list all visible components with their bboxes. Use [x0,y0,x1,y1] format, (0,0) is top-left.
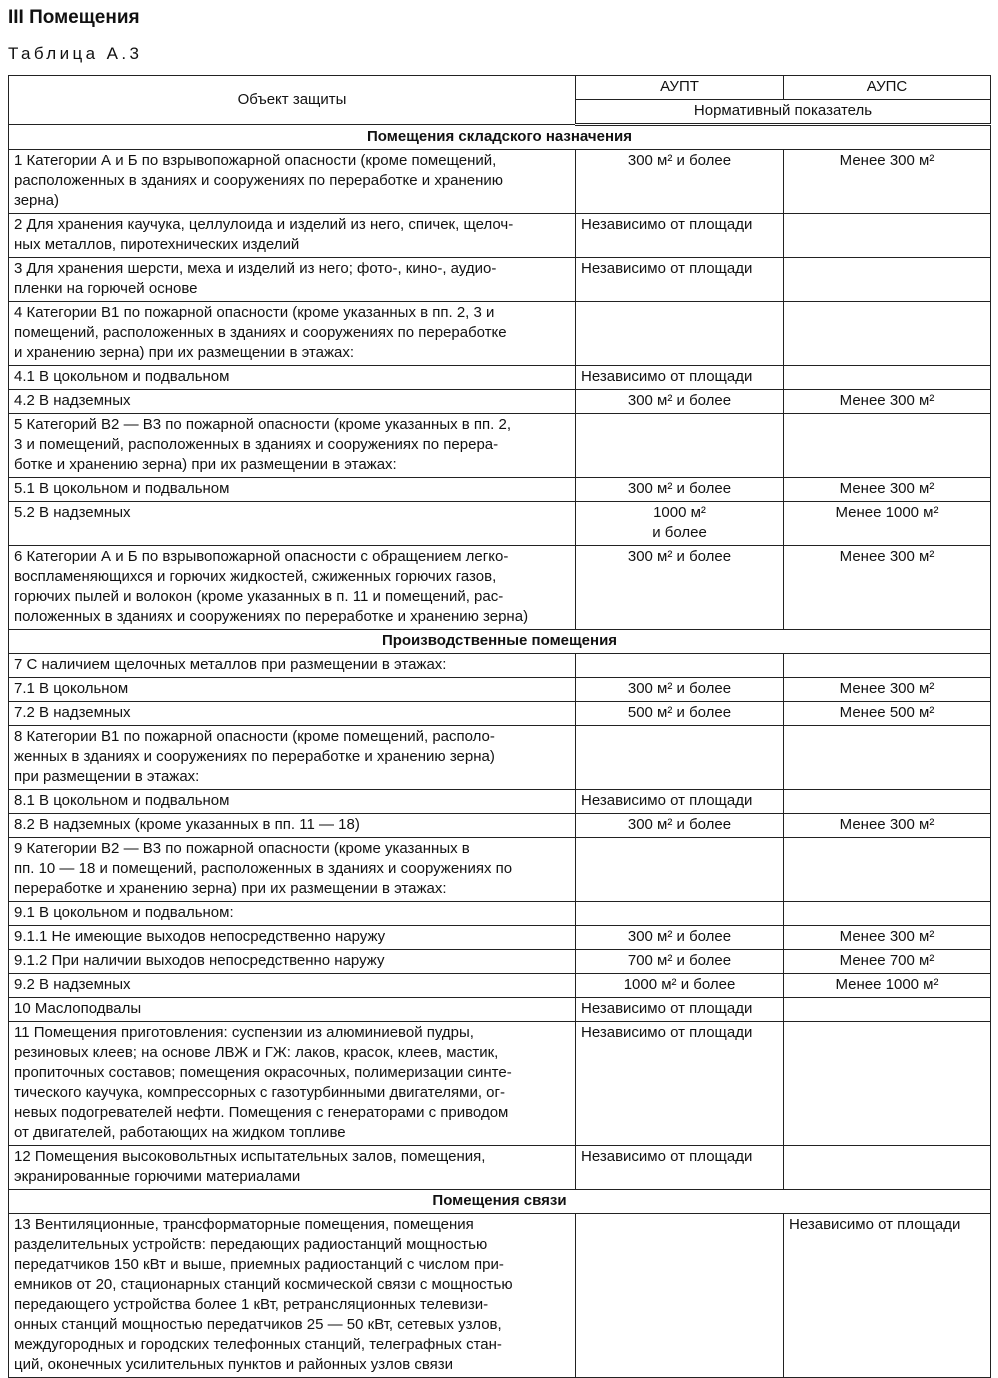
object-cell: 5 Категорий В2 — В3 по пожарной опасности (кроме указанных в пп. 2, 3 и помещений, расположенных в зданиях и сооружениях по перера- ботке и хранению зерна) при их размещении в этажах: [9,414,576,478]
aupt-cell: 300 м² и более [576,926,784,950]
aups-cell [784,414,991,478]
aups-cell: Независимо от площади [784,1214,991,1378]
aupt-cell: 1000 м² и более [576,502,784,546]
table-row [9,390,991,414]
aups-cell: Менее 300 м² [784,926,991,950]
aups-cell: Менее 300 м² [784,390,991,414]
object-cell: 3 Для хранения шерсти, меха и изделий из него; фото-, кино-, аудио- пленки на горючей основе [9,258,576,302]
table-row [9,150,991,214]
aupt-cell: 500 м² и более [576,702,784,726]
section-title: Помещения складского назначения [9,125,991,150]
section-title: Производственные помещения [9,630,991,654]
aupt-cell: Независимо от площади [576,214,784,258]
aupt-cell [576,902,784,926]
aupt-cell [576,1214,784,1378]
table-row [9,414,991,478]
table-row [9,974,991,998]
aups-cell [784,302,991,366]
header-aups: АУПС [784,76,991,100]
aups-cell: Менее 1000 м² [784,502,991,546]
object-cell: 10 Маслоподвалы [9,998,576,1022]
aupt-cell: Независимо от площади [576,998,784,1022]
table-row [9,678,991,702]
object-cell: 9 Категории В2 — В3 по пожарной опасности (кроме указанных в пп. 10 — 18 и помещений, расположенных в зданиях и сооружениях по переработке и хранению зерна) при их размещении в этажах: [9,838,576,902]
object-cell: 4.1 В цокольном и подвальном [9,366,576,390]
table-row [9,654,991,678]
section-row [9,630,991,654]
table-row [9,1146,991,1190]
aupt-cell: Независимо от площади [576,1146,784,1190]
object-cell: 1 Категории А и Б по взрывопожарной опасности (кроме помещений, расположенных в зданиях и сооружениях по переработке и хранению зерна) [9,150,576,214]
table-header-row [9,76,991,100]
aupt-cell: 300 м² и более [576,814,784,838]
object-cell: 8 Категории В1 по пожарной опасности (кроме помещений, располо- женных в зданиях и сооружениях по переработке и хранению зерна) при размещении в этажах: [9,726,576,790]
aups-cell: Менее 300 м² [784,546,991,630]
aups-cell: Менее 300 м² [784,478,991,502]
object-cell: 5.1 В цокольном и подвальном [9,478,576,502]
aups-cell [784,726,991,790]
aups-cell [784,258,991,302]
table-row [9,502,991,546]
table-row [9,546,991,630]
table-row [9,258,991,302]
aupt-cell: 300 м² и более [576,678,784,702]
aups-cell [784,1022,991,1146]
aupt-cell: 700 м² и более [576,950,784,974]
object-cell: 13 Вентиляционные, трансформаторные помещения, помещения разделительных устройств: передающих радиостанций мощностью передатчиков 150 кВт и выше, приемных радиостанций с числом при- емников от 20, стационарных станций космической связи с мощностью передающего устройства более 1 кВт, ретрансляционных телевизи- онных станций мощностью передатчиков 25 — 50 кВт, сетевых узлов, междугородных и городских телефонных станций, телеграфных стан- ций, оконечных усилительных пунктов и районных узлов связи [9,1214,576,1378]
aupt-cell [576,414,784,478]
aupt-cell: Независимо от площади [576,366,784,390]
table-row [9,1022,991,1146]
object-cell: 8.1 В цокольном и подвальном [9,790,576,814]
section-row [9,125,991,150]
object-cell: 5.2 В надземных [9,502,576,546]
object-cell: 4.2 В надземных [9,390,576,414]
aups-cell [784,790,991,814]
header-aupt: АУПТ [576,76,784,100]
header-object: Объект защиты [9,76,576,125]
table-row [9,790,991,814]
object-cell: 9.2 В надземных [9,974,576,998]
table-row [9,950,991,974]
table-row [9,302,991,366]
aupt-cell [576,838,784,902]
aups-cell [784,1146,991,1190]
aups-cell: Менее 300 м² [784,150,991,214]
table-row [9,1214,991,1378]
header-normative: Нормативный показатель [576,100,991,125]
table-row [9,726,991,790]
table-row [9,838,991,902]
object-cell: 6 Категории А и Б по взрывопожарной опасности с обращением легко- воспламеняющихся и горючих жидкостей, сжиженных горючих газов, горючих пылей и волокон (кроме указанных в п. 11 и помещений, рас- положенных в зданиях и сооружениях по переработке и хранению зерна) [9,546,576,630]
table-row [9,366,991,390]
aups-cell: Менее 500 м² [784,702,991,726]
aups-cell [784,366,991,390]
object-cell: 2 Для хранения каучука, целлулоида и изделий из него, спичек, щелоч- ных металлов, пиротехнических изделий [9,214,576,258]
table-row [9,902,991,926]
aupt-cell: Независимо от площади [576,790,784,814]
aups-cell [784,214,991,258]
section-heading: III Помещения [8,7,140,28]
object-cell: 7.1 В цокольном [9,678,576,702]
object-cell: 8.2 В надземных (кроме указанных в пп. 11 — 18) [9,814,576,838]
aupt-cell: Независимо от площади [576,258,784,302]
table-row [9,702,991,726]
object-cell: 9.1 В цокольном и подвальном: [9,902,576,926]
aupt-cell: 300 м² и более [576,150,784,214]
table-row [9,926,991,950]
aups-cell: Менее 700 м² [784,950,991,974]
aupt-cell [576,726,784,790]
object-cell: 9.1.2 При наличии выходов непосредственно наружу [9,950,576,974]
aups-cell [784,838,991,902]
aupt-cell: Независимо от площади [576,1022,784,1146]
object-cell: 7 С наличием щелочных металлов при размещении в этажах: [9,654,576,678]
aups-cell [784,998,991,1022]
table-row [9,478,991,502]
protection-table [8,75,991,1378]
table-row [9,214,991,258]
aups-cell [784,902,991,926]
object-cell: 7.2 В надземных [9,702,576,726]
aups-cell [784,654,991,678]
section-row [9,1190,991,1214]
object-cell: 4 Категории В1 по пожарной опасности (кроме указанных в пп. 2, 3 и помещений, расположенных в зданиях и сооружениях по переработке и хранению зерна) при их размещении в этажах: [9,302,576,366]
aupt-cell: 300 м² и более [576,546,784,630]
aups-cell: Менее 300 м² [784,814,991,838]
aupt-cell [576,654,784,678]
object-cell: 11 Помещения приготовления: суспензии из алюминиевой пудры, резиновых клеев; на основе ЛВЖ и ГЖ: лаков, красок, клеев, мастик, пропиточных составов; помещения окрасочных, полимеризации синте- тического каучука, компрессорных с газотурбинными двигателями, ог- невых подогревателей нефти. Помещения с генераторами с приводом от двигателей, работающих на жидком топливе [9,1022,576,1146]
section-title: Помещения связи [9,1190,991,1214]
object-cell: 9.1.1 Не имеющие выходов непосредственно наружу [9,926,576,950]
aupt-cell: 1000 м² и более [576,974,784,998]
table-row [9,998,991,1022]
table-caption: Таблица А.3 [8,44,143,63]
object-cell: 12 Помещения высоковольтных испытательных залов, помещения, экранированные горючими материалами [9,1146,576,1190]
aups-cell: Менее 1000 м² [784,974,991,998]
aups-cell: Менее 300 м² [784,678,991,702]
table-row [9,814,991,838]
aupt-cell: 300 м² и более [576,478,784,502]
aupt-cell [576,302,784,366]
aupt-cell: 300 м² и более [576,390,784,414]
